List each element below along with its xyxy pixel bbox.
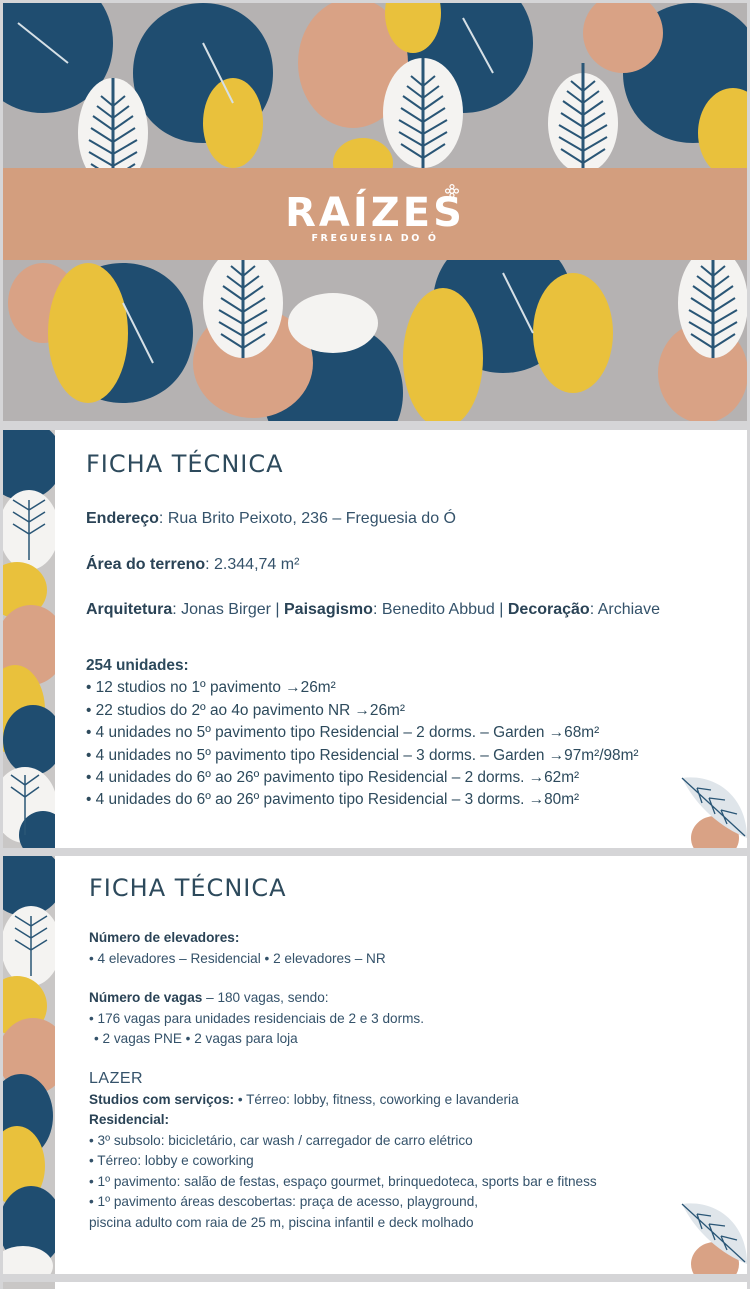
parking-value: – 180 vagas, sendo:	[202, 990, 329, 1005]
address-line	[86, 510, 456, 528]
spec-sheet-1	[3, 430, 747, 848]
units-block	[86, 655, 639, 812]
residential-tail: piscina adulto com raia de 25 m, piscina infantil e deck molhado	[89, 1214, 474, 1230]
parking-label: Número de vagas	[89, 990, 203, 1005]
residential-list	[89, 1131, 597, 1213]
list-item: • 4 unidades do 6º ao 26º pavimento tipo Residencial – 3 dorms. →80m²	[86, 789, 639, 811]
list-item: • 1º pavimento áreas descobertas: praça de acesso, playground,	[89, 1192, 597, 1213]
decoration-value: : Archiave	[589, 601, 660, 618]
spec-sheet-3	[3, 1282, 747, 1289]
studios-label: Studios com serviços:	[89, 1091, 235, 1107]
side-pattern-strip	[3, 856, 55, 1274]
credits-line	[86, 601, 660, 619]
side-pattern-strip	[3, 1282, 55, 1289]
address-value: : Rua Brito Peixoto, 236 – Freguesia do Ó	[158, 510, 456, 527]
list-item: • 12 studios no 1º pavimento →26m²	[86, 677, 639, 699]
elevators-label: Número de elevadores:	[89, 930, 240, 945]
page-title: FICHA TÉCNICA	[86, 450, 284, 478]
parking-list	[89, 1009, 424, 1050]
brand-logo	[3, 191, 747, 244]
list-item: • 4 unidades no 5º pavimento tipo Residencial – 2 dorms. – Garden →68m²	[86, 722, 639, 744]
spec-sheet-2	[3, 856, 747, 1274]
leisure-title: LAZER	[89, 1070, 144, 1087]
studios-line	[89, 1090, 597, 1111]
address-label: Endereço	[86, 510, 159, 527]
cover-banner	[3, 3, 747, 421]
decoration-label: Decoração	[507, 601, 590, 618]
elevators-value: • 4 elevadores – Residencial • 2 elevadores – NR	[89, 950, 386, 966]
list-item: • 4 unidades no 5º pavimento tipo Residencial – 3 dorms. – Garden →97m²/98m²	[86, 745, 639, 767]
list-item: • 3º subsolo: bicicletário, car wash / carregador de carro elétrico	[89, 1131, 597, 1152]
list-item: • 2 vagas PNE • 2 vagas para loja	[89, 1029, 424, 1050]
land-area-label: Área do terreno	[86, 556, 206, 573]
leisure-block	[89, 1069, 597, 1233]
list-item: • 4 unidades do 6º ao 26º pavimento tipo Residencial – 2 dorms. →62m²	[86, 767, 639, 789]
list-item: • 22 studios do 2º ao 4o pavimento NR →26m²	[86, 700, 639, 722]
corner-leaf-decoration	[677, 1194, 747, 1274]
list-item: • 176 vagas para unidades residenciais de 2 e 3 dorms.	[89, 1009, 424, 1030]
corner-leaf-decoration	[677, 768, 747, 848]
parking-block	[89, 988, 424, 1050]
brand-subtitle: FREGUESIA DO Ó	[311, 233, 439, 244]
land-area-line	[86, 556, 299, 574]
residential-label: Residencial:	[89, 1112, 170, 1127]
list-item: • 1º pavimento: salão de festas, espaço gourmet, brinquedoteca, sports bar e fitness	[89, 1172, 597, 1193]
studios-value: • Térreo: lobby, fitness, coworking e lavanderia	[234, 1091, 519, 1107]
brand-name: RAÍZES	[285, 190, 465, 236]
page-title: FICHA TÉCNICA	[89, 874, 287, 902]
architecture-label: Arquitetura	[86, 601, 173, 618]
side-pattern-strip	[3, 430, 55, 848]
units-list	[86, 677, 639, 811]
elevators-block	[89, 928, 386, 969]
architecture-value: : Jonas Birger |	[172, 601, 284, 618]
units-title: 254 unidades:	[86, 657, 189, 674]
landscaping-value: : Benedito Abbud |	[372, 601, 508, 618]
land-area-value: : 2.344,74 m²	[205, 556, 300, 573]
flower-icon	[444, 183, 460, 199]
landscaping-label: Paisagismo	[284, 601, 373, 618]
list-item: • Térreo: lobby e coworking	[89, 1151, 597, 1172]
